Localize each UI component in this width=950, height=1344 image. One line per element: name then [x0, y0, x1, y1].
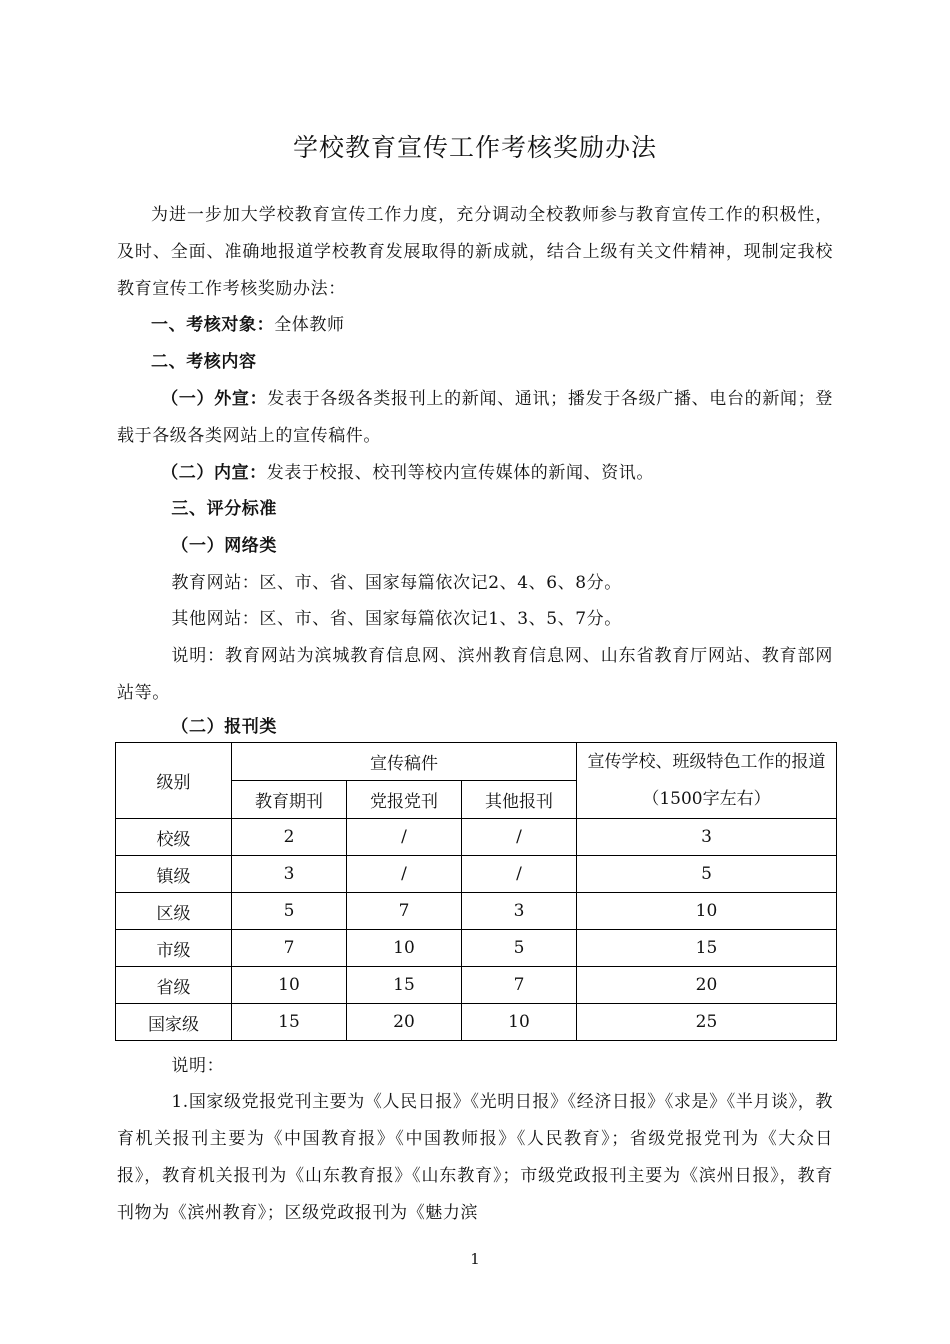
header-group-articles: 宣传稿件 — [232, 743, 577, 781]
press-category-heading — [117, 712, 833, 742]
cell-level: 市级 — [116, 930, 232, 967]
cell-level: 镇级 — [116, 856, 232, 893]
cell-party: / — [347, 819, 462, 856]
cell-special: 5 — [577, 856, 837, 893]
cell-special: 20 — [577, 967, 837, 1004]
cell-edu: 15 — [232, 1004, 347, 1041]
header-level: 级别 — [116, 743, 232, 819]
header-edu-journal: 教育期刊 — [232, 781, 347, 819]
cell-edu: 2 — [232, 819, 347, 856]
table-row — [116, 819, 837, 856]
header-special-report: 宣传学校、班级特色工作的报道（1500字左右） — [577, 743, 837, 819]
cell-level: 省级 — [116, 967, 232, 1004]
cell-party: 20 — [347, 1004, 462, 1041]
intro-paragraph: 为进一步加大学校教育宣传工作力度，充分调动全校教师参与教育宣传工作的积极性，及时、全面、准确地报道学校教育发展取得的新成就，结合上级有关文件精神，现制定我校教育宣传工作考核奖励办法： — [117, 205, 833, 299]
cell-edu: 3 — [232, 856, 347, 893]
cell-other: 5 — [462, 930, 577, 967]
table-row — [116, 930, 837, 967]
subsection-text: 发表于各级各类报刊上的新闻、通讯；播发于各级广播、电台的新闻；登载于各级各类网站上的宣传稿件。 — [117, 389, 833, 446]
table-row — [116, 1004, 837, 1041]
cell-special: 15 — [577, 930, 837, 967]
section-scoring-standard — [117, 491, 833, 528]
subsection-label: （二）内宣： — [161, 463, 267, 483]
table-row — [116, 893, 837, 930]
cell-edu: 10 — [232, 967, 347, 1004]
subsection-label: （一）网络类 — [171, 536, 277, 556]
notes-item-1: 1.国家级党报党刊主要为《人民日报》《光明日报》《经济日报》《求是》《半月谈》，教育机关报刊主要为《中国教育报》《中国教师报》《人民教育》；省级党报党刊为《大众日报》，教育机关报刊为《山东教育报》《山东教育》；市级党政报刊主要为《滨州日报》，教育刊物为《滨州教育》；区级党政报刊为《魅力滨 — [117, 1092, 833, 1223]
cell-edu: 5 — [232, 893, 347, 930]
subsection-text: 发表于校报、校刊等校内宣传媒体的新闻、资讯。 — [266, 463, 654, 483]
cell-other: 10 — [462, 1004, 577, 1041]
cell-other: 3 — [462, 893, 577, 930]
cell-level: 校级 — [116, 819, 232, 856]
cell-other: / — [462, 819, 577, 856]
cell-party: 7 — [347, 893, 462, 930]
internal-publicity — [117, 455, 833, 492]
cell-special: 25 — [577, 1004, 837, 1041]
header-other-press: 其他报刊 — [462, 781, 577, 819]
cell-level: 国家级 — [116, 1004, 232, 1041]
network-note: 说明：教育网站为滨城教育信息网、滨州教育信息网、山东省教育厅网站、教育部网站等。 — [117, 646, 833, 703]
cell-party: 15 — [347, 967, 462, 1004]
table-header-row — [116, 743, 837, 781]
cell-edu: 7 — [232, 930, 347, 967]
page-number: 1 — [470, 1250, 480, 1268]
cell-special: 10 — [577, 893, 837, 930]
section-label: 二、考核内容 — [151, 352, 257, 372]
cell-party: / — [347, 856, 462, 893]
press-scoring-table — [115, 742, 837, 1041]
cell-special: 3 — [577, 819, 837, 856]
subsection-label: （一）外宣： — [161, 389, 268, 409]
cell-other: 7 — [462, 967, 577, 1004]
external-publicity — [117, 381, 833, 455]
notes-label: 说明： — [171, 1056, 225, 1076]
network-category-heading — [117, 528, 833, 565]
document-title: 学校教育宣传工作考核奖励办法 — [292, 133, 657, 162]
cell-other: / — [462, 856, 577, 893]
section-text: 全体教师 — [274, 315, 345, 335]
cell-level: 区级 — [116, 893, 232, 930]
edu-sites-rule: 教育网站：区、市、省、国家每篇依次记2、4、6、8分。 — [171, 573, 622, 593]
table-row — [116, 856, 837, 893]
subsection-label: （二）报刊类 — [171, 717, 277, 737]
other-sites-rule: 其他网站：区、市、省、国家每篇依次记1、3、5、7分。 — [171, 609, 622, 629]
table-row — [116, 967, 837, 1004]
section-label: 三、评分标准 — [171, 499, 277, 519]
header-party-press: 党报党刊 — [347, 781, 462, 819]
section-assessment-target — [117, 307, 833, 344]
section-label: 一、考核对象： — [151, 315, 275, 335]
cell-party: 10 — [347, 930, 462, 967]
section-assessment-content — [117, 344, 833, 381]
